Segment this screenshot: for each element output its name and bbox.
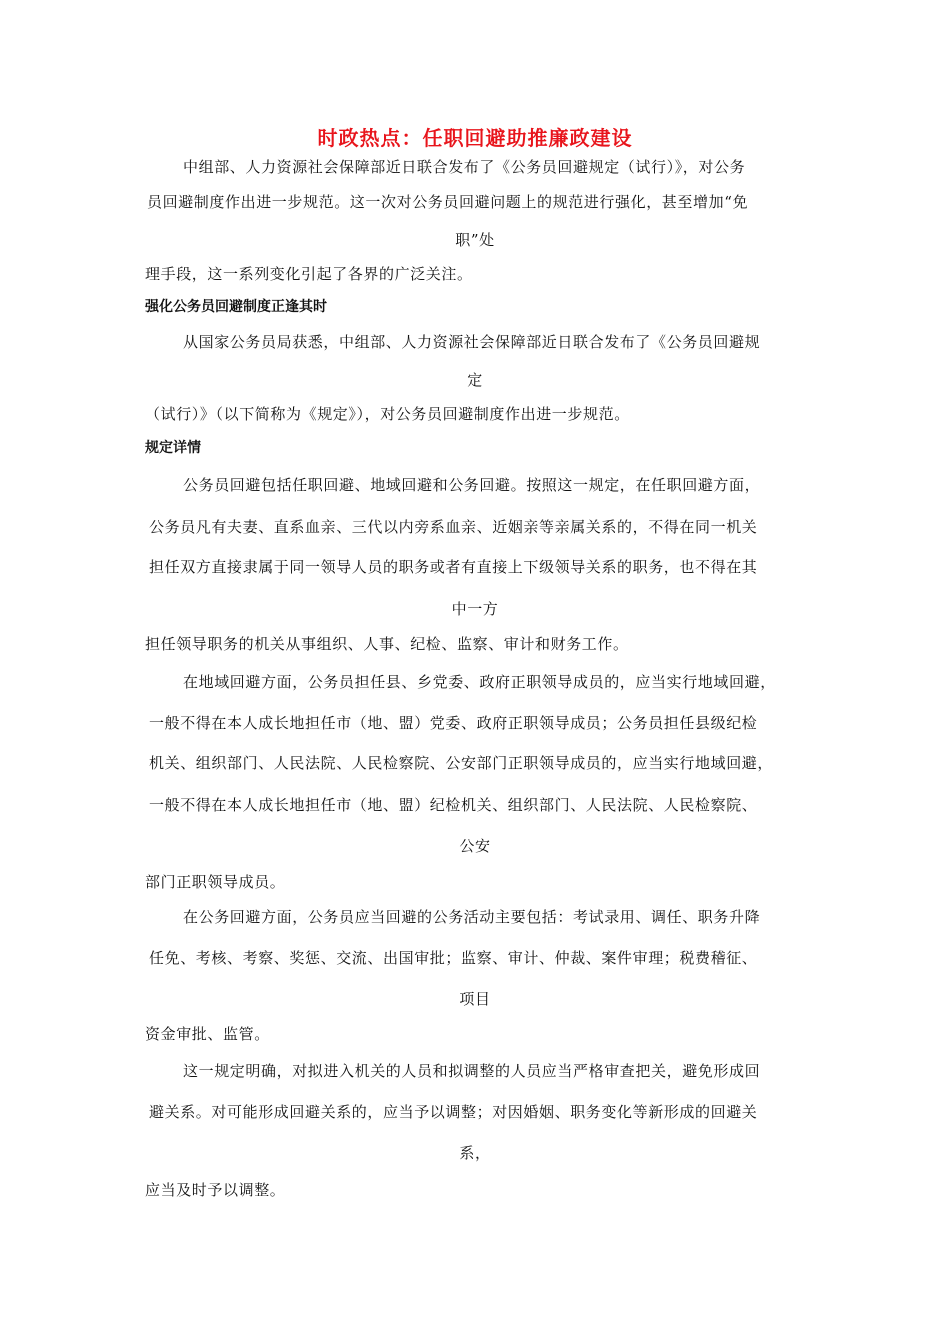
paragraph-line: 理手段，这一系列变化引起了各界的广泛关注。 bbox=[145, 265, 473, 283]
paragraph-line: 避关系。对可能形成回避关系的，应当予以调整；对因婚姻、职务变化等新形成的回避关 bbox=[149, 1103, 758, 1121]
section-heading: 规定详情 bbox=[145, 440, 201, 456]
paragraph-line: 担任双方直接隶属于同一领导人员的职务或者有直接上下级领导关系的职务，也不得在其 bbox=[149, 558, 758, 576]
document-title: 时政热点：任职回避助推廉政建设 bbox=[317, 126, 633, 150]
paragraph-line: 系， bbox=[459, 1144, 491, 1162]
paragraph-line: 从国家公务员局获悉，中组部、人力资源社会保障部近日联合发布了《公务员回避规 bbox=[183, 333, 761, 351]
paragraph-line: 一般不得在本人成长地担任市（地、盟）纪检机关、组织部门、人民法院、人民检察院、 bbox=[149, 796, 758, 814]
paragraph-line: 中一方 bbox=[451, 600, 499, 618]
paragraph-line: 担任领导职务的机关从事组织、人事、纪检、监察、审计和财务工作。 bbox=[145, 635, 629, 653]
paragraph-line: 项目 bbox=[459, 990, 491, 1008]
paragraph-line: 应当及时予以调整。 bbox=[145, 1181, 286, 1199]
paragraph-line: 任免、考核、考察、奖惩、交流、出国审批；监察、审计、仲裁、案件审理；税费稽征、 bbox=[149, 949, 758, 967]
paragraph-line: 部门正职领导成员。 bbox=[145, 873, 286, 891]
paragraph-line: 在公务回避方面，公务员应当回避的公务活动主要包括：考试录用、调任、职务升降 bbox=[183, 908, 761, 926]
paragraph-line: 公务员凡有夫妻、直系血亲、三代以内旁系血亲、近姻亲等亲属关系的，不得在同一机关 bbox=[149, 518, 758, 536]
paragraph-line: 员回避制度作出进一步规范。这一次对公务员回避问题上的规范进行强化，甚至增加“免 bbox=[147, 193, 749, 211]
paragraph-line: 公安 bbox=[459, 837, 491, 855]
paragraph-line: 公务员回避包括任职回避、地域回避和公务回避。按照这一规定，在任职回避方面， bbox=[183, 476, 761, 494]
paragraph-line: 机关、组织部门、人民法院、人民检察院、公安部门正职领导成员的，应当实行地域回避， bbox=[149, 754, 774, 772]
paragraph-line: 一般不得在本人成长地担任市（地、盟）党委、政府正职领导成员；公务员担任县级纪检 bbox=[149, 714, 758, 732]
paragraph-line: 中组部、人力资源社会保障部近日联合发布了《公务员回避规定（试行）》，对公务 bbox=[183, 158, 746, 176]
paragraph-line: 定 bbox=[467, 371, 483, 389]
paragraph-line: 这一规定明确，对拟进入机关的人员和拟调整的人员应当严格审查把关，避免形成回 bbox=[183, 1062, 761, 1080]
paragraph-line: 资金审批、监管。 bbox=[145, 1025, 270, 1043]
paragraph-line: 在地域回避方面，公务员担任县、乡党委、政府正职领导成员的，应当实行地域回避， bbox=[183, 673, 776, 691]
paragraph-line: （试行）》（以下简称为《规定》），对公务员回避制度作出进一步规范。 bbox=[145, 405, 630, 423]
section-heading: 强化公务员回避制度正逢其时 bbox=[145, 299, 327, 315]
paragraph-line: 职”处 bbox=[455, 231, 495, 249]
